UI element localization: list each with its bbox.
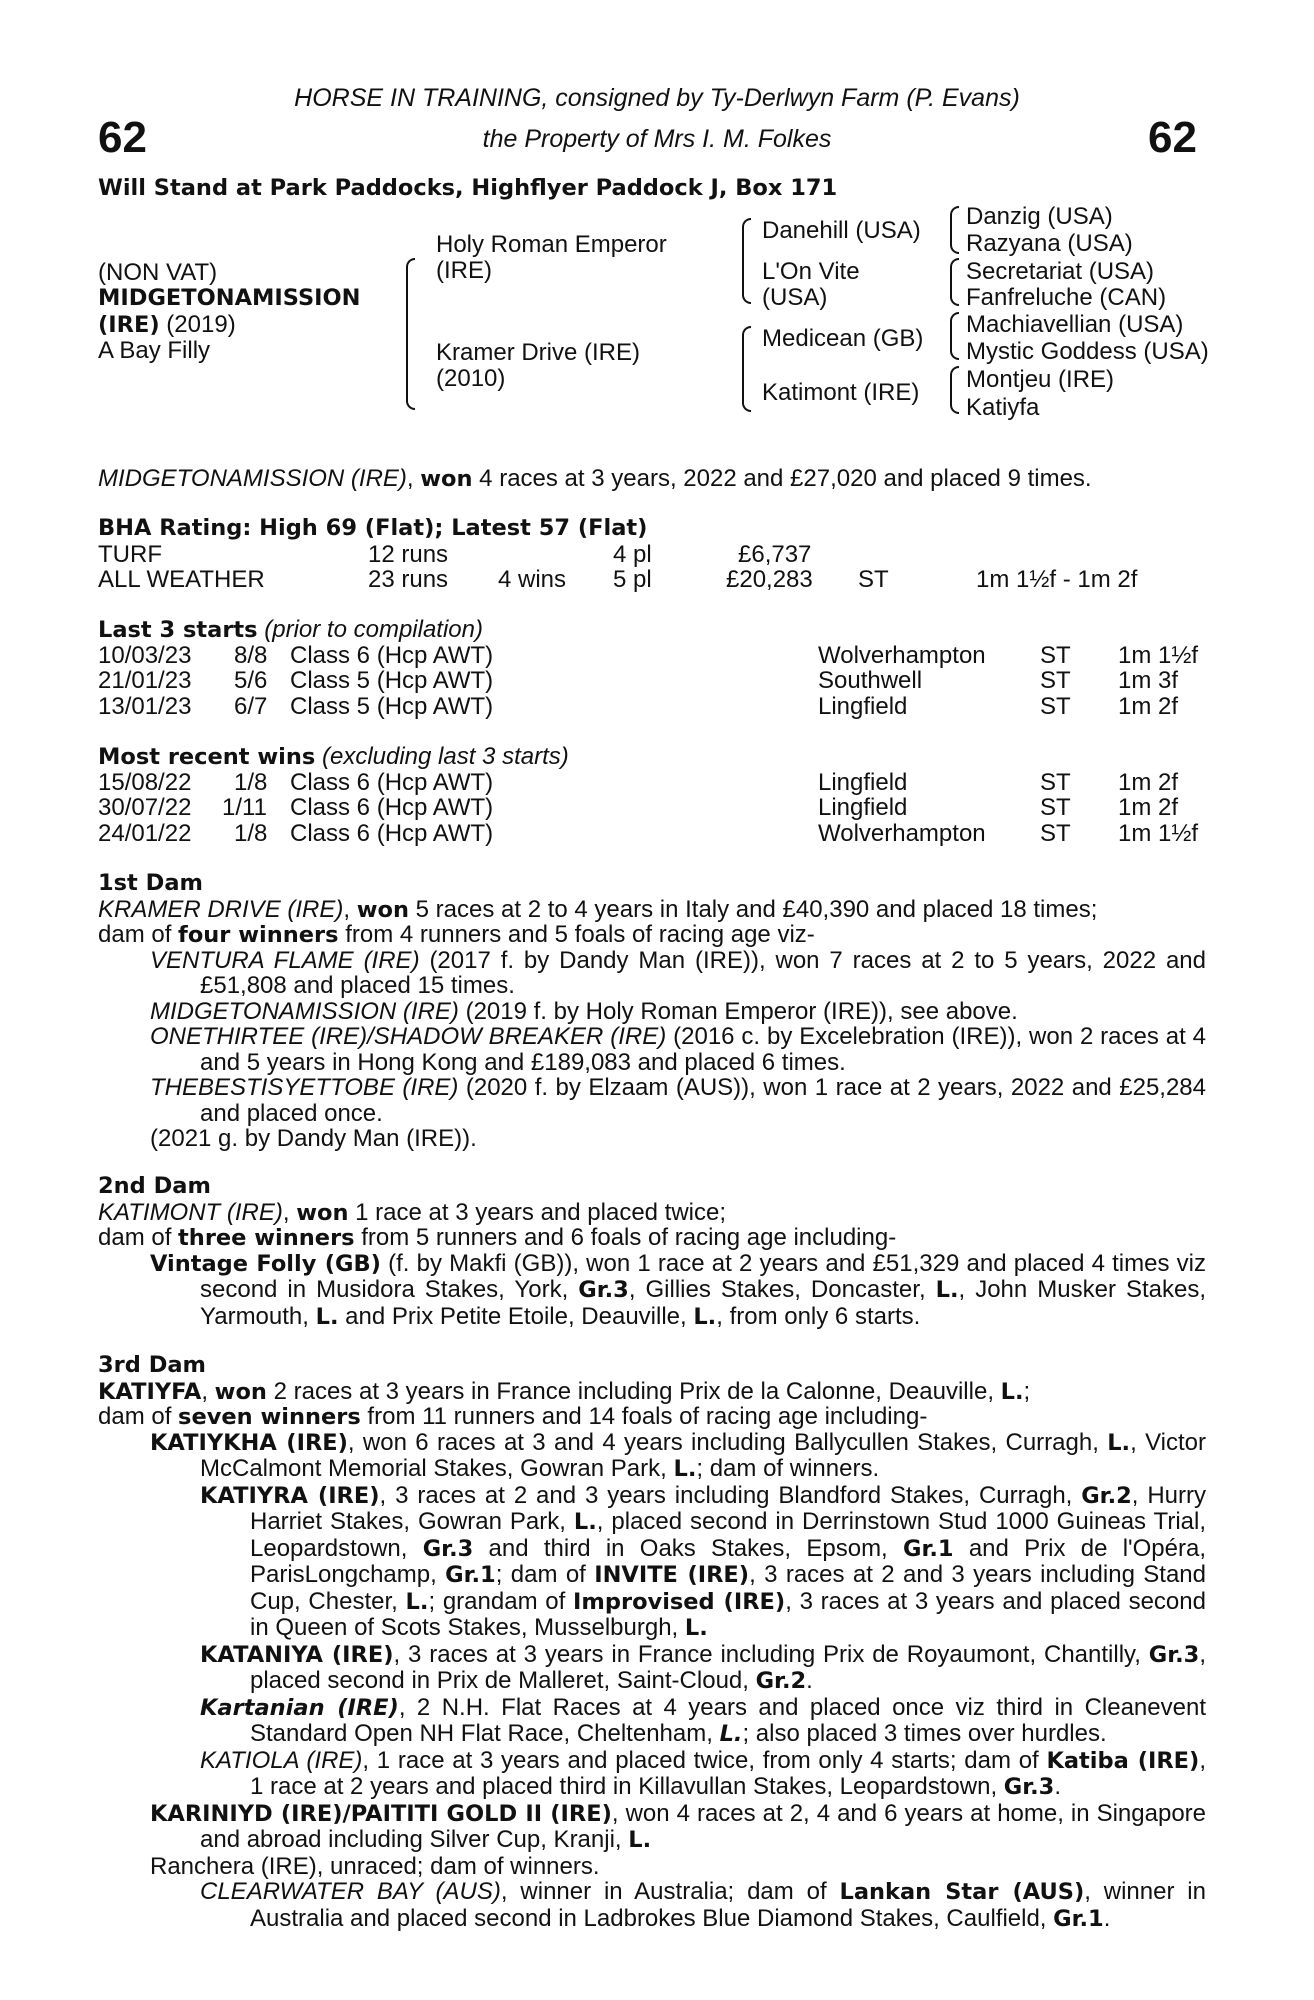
progeny-entry: Kartanian (IRE), 2 N.H. Flat Races at 4 years and placed once viz third in Cleanevent Standard Open NH Flat Race, Cheltenham, L.; also placed 3 times over hurdles.	[200, 1693, 1206, 1747]
progeny-entry: KATIOLA (IRE), 1 race at 3 years and placed twice, from only 4 starts; dam of Katiba (IRE), 1 race at 2 years and placed third in Killavullan Stakes, Leopardstown, Gr.3.	[200, 1746, 1206, 1800]
sire-dam: L'On Vite (USA)	[762, 258, 860, 311]
rating-section	[98, 516, 1206, 593]
progeny-entry: KARINIYD (IRE)/PAITITI GOLD II (IRE), won 4 races at 2, 4 and 6 years at home, in Singapore and abroad including Silver Cup, Kranji, L.	[150, 1799, 1207, 1853]
progeny-entry: KATANIYA (IRE), 3 races at 3 years in France including Prix de Royaumont, Chantilly, Gr.3, placed second in Prix de Malleret, Saint-Cloud, Gr.2.	[200, 1640, 1206, 1694]
progeny-entry: ONETHIRTEE (IRE)/SHADOW BREAKER (IRE) (2016 c. by Excelebration (IRE)), won 2 races at 4 and 5 years in Hong Kong and £189,083 and placed 6 times.	[150, 1023, 1207, 1076]
horse-description: A Bay Filly	[98, 337, 211, 364]
third-dam-section: 3rd Dam KATIYFA, won 2 races at 3 years in France including Prix de la Calonne, Deauville, L.; dam of seven winners from 11 runners and 14 foals of racing age including- KATIYKHA (IRE), won 6 races at 3 and 4 years including Ballycullen Stakes, Curragh, L., Victor McCalmont Memorial Stakes, Gowran Park, L.; dam of winners. KATIYRA (IRE), 3 races at 2 and 3 years including Blandford Stakes, Curragh, Gr.2, Hurry Harriet Stakes, Gowran Park, L., placed second in Derrinstown Stud 1000 Guineas Trial, Leopardstown, Gr.3 and third in Oaks Stakes, Epsom, Gr.1 and Prix de l'Opéra, ParisLongchamp, Gr.1; dam of INVITE (IRE), 3 races at 2 and 3 years including Stand Cup, Chester, L.; grandam of Improvised (IRE), 3 races at 3 years and placed second in Queen of Scots Stakes, Musselburgh, L. KATANIYA (IRE), 3 races at 3 years in France including Prix de Royaumont, Chantilly, Gr.3, placed second in Prix de Malleret, Saint-Cloud, Gr.2. Kartanian (IRE), 2 N.H. Flat Races at 4 years and placed once viz third in Cleanevent Standard Open NH Flat Race, Cheltenham, L.; also placed 3 times over hurdles. KATIOLA (IRE), 1 race at 3 years and placed twice, from only 4 starts; dam of Katiba (IRE), 1 race at 2 years and placed third in Killavullan Stakes, Leopardstown, Gr.3. KARINIYD (IRE)/PAITITI GOLD II (IRE), won 4 races at 2, 4 and 6 years at home, in Singapore and abroad including Silver Cup, Kranji, L. Ranchera (IRE), unraced; dam of winners. CLEARWATER BAY (AUS), winner in Australia; dam of Lankan Star (AUS), winner in Australia and placed second in Ladbrokes Blue Diamond Stakes, Caulfield, Gr.1.	[98, 1352, 1207, 1932]
second-dam-title: 2nd Dam	[98, 1173, 211, 1199]
dam: Kramer Drive (IRE) (2010)	[436, 339, 641, 392]
progeny-entry: (2021 g. by Dandy Man (IRE)).	[150, 1125, 477, 1152]
start-row: 21/01/23 5/6 Class 5 (Hcp AWT) Southwell ST 1m 3f	[98, 667, 1179, 694]
progeny-entry: VENTURA FLAME (IRE) (2017 f. by Dandy Man (IRE)), won 7 races at 2 to 5 years, 2022 and £51,808 and placed 15 times.	[150, 946, 1206, 999]
rating-row-turf: TURF 12 runs 4 pl £6,737	[98, 540, 812, 568]
lot-number-right: 62	[1148, 113, 1197, 162]
consignor-line: HORSE IN TRAINING, consigned by Ty-Derlwyn Farm (P. Evans)	[294, 84, 1020, 112]
stand-location: Will Stand at Park Paddocks, Highflyer Paddock J, Box 171	[98, 175, 838, 201]
progeny-entry: Vintage Folly (GB) (f. by Makfi (GB)), won 1 race at 2 years and £51,329 and placed 4 times viz second in Musidora Stakes, York, Gr.3, Gillies Stakes, Doncaster, L., John Musker Stakes, Yarmouth, L. and Prix Petite Etoile, Deauville, L., from only 6 starts.	[150, 1249, 1206, 1330]
dam-sire: Medicean (GB)	[762, 325, 924, 352]
dam-dam: Katimont (IRE)	[762, 379, 920, 406]
g3-brace-3	[950, 312, 959, 360]
win-row: 15/08/22 1/8 Class 6 (Hcp AWT) Lingfield ST 1m 2f	[98, 768, 1179, 796]
great-granddam-2: Fanfreluche (CAN)	[966, 284, 1167, 311]
start-row: 13/01/23 6/7 Class 5 (Hcp AWT) Lingfield ST 1m 2f	[98, 692, 1179, 720]
last-3-starts-section: Last 3 starts (prior to compilation) 10/03/23 8/8 Class 6 (Hcp AWT) Wolverhampton ST 1m 1½f 21/01/23 5/6 Class 5 (Hcp AWT) Southwell ST 1m 3f 13/01/23 6/7 Class 5 (Hcp AWT) Lingfield ST 1m 2f	[98, 617, 1206, 719]
horse-name: MIDGETONAMISSION	[98, 285, 361, 311]
horse-name-suffix: (IRE) (2019)	[98, 311, 236, 338]
first-dam-title: 1st Dam	[98, 870, 203, 896]
win-row: 24/01/22 1/8 Class 6 (Hcp AWT) Wolverhampton ST 1m 1½f	[98, 819, 1199, 847]
foaling-year: (2019)	[159, 311, 236, 338]
g3-brace-4	[950, 366, 959, 414]
progeny-entry: MIDGETONAMISSION (IRE) (2019 f. by Holy Roman Emperor (IRE)), see above.	[150, 997, 1018, 1025]
sire: Holy Roman Emperor (IRE)	[436, 231, 667, 284]
property-line: the Property of Mrs I. M. Folkes	[482, 125, 832, 153]
g3-brace-2	[950, 258, 959, 306]
sire-sire: Danehill (USA)	[762, 217, 921, 244]
progeny-entry: Ranchera (IRE), unraced; dam of winners.	[150, 1852, 600, 1880]
recent-wins-title: Most recent wins	[98, 744, 316, 770]
start-row: 10/03/23 8/8 Class 6 (Hcp AWT) Wolverhampton ST 1m 1½f	[98, 641, 1199, 669]
rating-title: BHA Rating: High 69 (Flat); Latest 57 (Flat)	[98, 515, 648, 541]
race-summary: MIDGETONAMISSION (IRE), won 4 races at 3 years, 2022 and £27,020 and placed 9 times.	[98, 465, 1092, 492]
sire-line-brace	[742, 218, 751, 304]
win-row: 30/07/22 1/11 Class 6 (Hcp AWT) Lingfield ST 1m 2f	[98, 794, 1179, 821]
great-granddam-3: Mystic Goddess (USA)	[966, 338, 1209, 365]
dam-line-brace	[742, 326, 751, 412]
progeny-entry: KATIYKHA (IRE), won 6 races at 3 and 4 years including Ballycullen Stakes, Curragh, L., Victor McCalmont Memorial Stakes, Gowran Park, L.; dam of winners.	[150, 1428, 1207, 1482]
great-granddam-1: Razyana (USA)	[966, 230, 1133, 257]
third-dam-title: 3rd Dam	[98, 1352, 206, 1378]
progeny-entry: THEBESTISYETTOBE (IRE) (2020 f. by Elzaam (AUS)), won 1 race at 2 years, 2022 and £25,284 and placed once.	[150, 1074, 1206, 1127]
great-grandsire-3: Machiavellian (USA)	[966, 311, 1184, 338]
progeny-entry: CLEARWATER BAY (AUS), winner in Australia; dam of Lankan Star (AUS), winner in Australia and placed second in Ladbrokes Blue Diamond Stakes, Caulfield, Gr.1.	[200, 1878, 1206, 1932]
great-granddam-4: Katiyfa	[966, 394, 1040, 421]
great-grandsire-4: Montjeu (IRE)	[966, 366, 1115, 393]
g3-brace-1	[950, 206, 959, 254]
first-dam-section: 1st Dam KRAMER DRIVE (IRE), won 5 races at 2 to 4 years in Italy and £40,390 and placed 18 times; dam of four winners from 4 runners and 5 foals of racing age viz- VENTURA FLAME (IRE) (2017 f. by Dandy Man (IRE)), won 7 races at 2 to 5 years, 2022 and £51,808 and placed 15 times. MIDGETONAMISSION (IRE) (2019 f. by Holy Roman Emperor (IRE)), see above. ONETHIRTEE (IRE)/SHADOW BREAKER (IRE) (2016 c. by Excelebration (IRE)), won 2 races at 4 and 5 years in Hong Kong and £189,083 and placed 6 times. THEBESTISYETTOBE (IRE) (2020 f. by Elzaam (AUS)), won 1 race at 2 years, 2022 and £25,284 and placed once. (2021 g. by Dandy Man (IRE)).	[98, 870, 1207, 1152]
second-dam-section: 2nd Dam KATIMONT (IRE), won 1 race at 3 years and placed twice; dam of three winners from 5 runners and 6 foals of racing age including- Vintage Folly (GB) (f. by Makfi (GB)), won 1 race at 2 years and £51,329 and placed 4 times viz second in Musidora Stakes, York, Gr.3, Gillies Stakes, Doncaster, L., John Musker Stakes, Yarmouth, L. and Prix Petite Etoile, Deauville, L., from only 6 starts.	[98, 1173, 1206, 1330]
vat-status: (NON VAT)	[98, 259, 218, 286]
pedigree-brace	[406, 258, 415, 410]
progeny-entry: KATIYRA (IRE), 3 races at 2 and 3 years including Blandford Stakes, Curragh, Gr.2, Hurry Harriet Stakes, Gowran Park, L., placed second in Derrinstown Stud 1000 Guineas Trial, Leopardstown, Gr.3 and third in Oaks Stakes, Epsom, Gr.1 and Prix de l'Opéra, ParisLongchamp, Gr.1; dam of INVITE (IRE), 3 races at 2 and 3 years including Stand Cup, Chester, L.; grandam of Improvised (IRE), 3 races at 3 years and placed second in Queen of Scots Stakes, Musselburgh, L.	[200, 1481, 1207, 1641]
rating-row-all-weather: ALL WEATHER 23 runs 4 wins 5 pl £20,283 ST 1m 1½f - 1m 2f	[98, 566, 1138, 593]
great-grandsire-1: Danzig (USA)	[966, 203, 1113, 230]
recent-wins-section: Most recent wins (excluding last 3 starts) 15/08/22 1/8 Class 6 (Hcp AWT) Lingfield ST 1m 2f 30/07/22 1/11 Class 6 (Hcp AWT) Lingfield ST 1m 2f 24/01/22 1/8 Class 6 (Hcp AWT) Wolverhampton ST 1m 1½f	[98, 744, 1206, 846]
last-3-title: Last 3 starts	[98, 617, 258, 643]
lot-number-left: 62	[98, 113, 147, 162]
great-grandsire-2: Secretariat (USA)	[966, 258, 1155, 285]
